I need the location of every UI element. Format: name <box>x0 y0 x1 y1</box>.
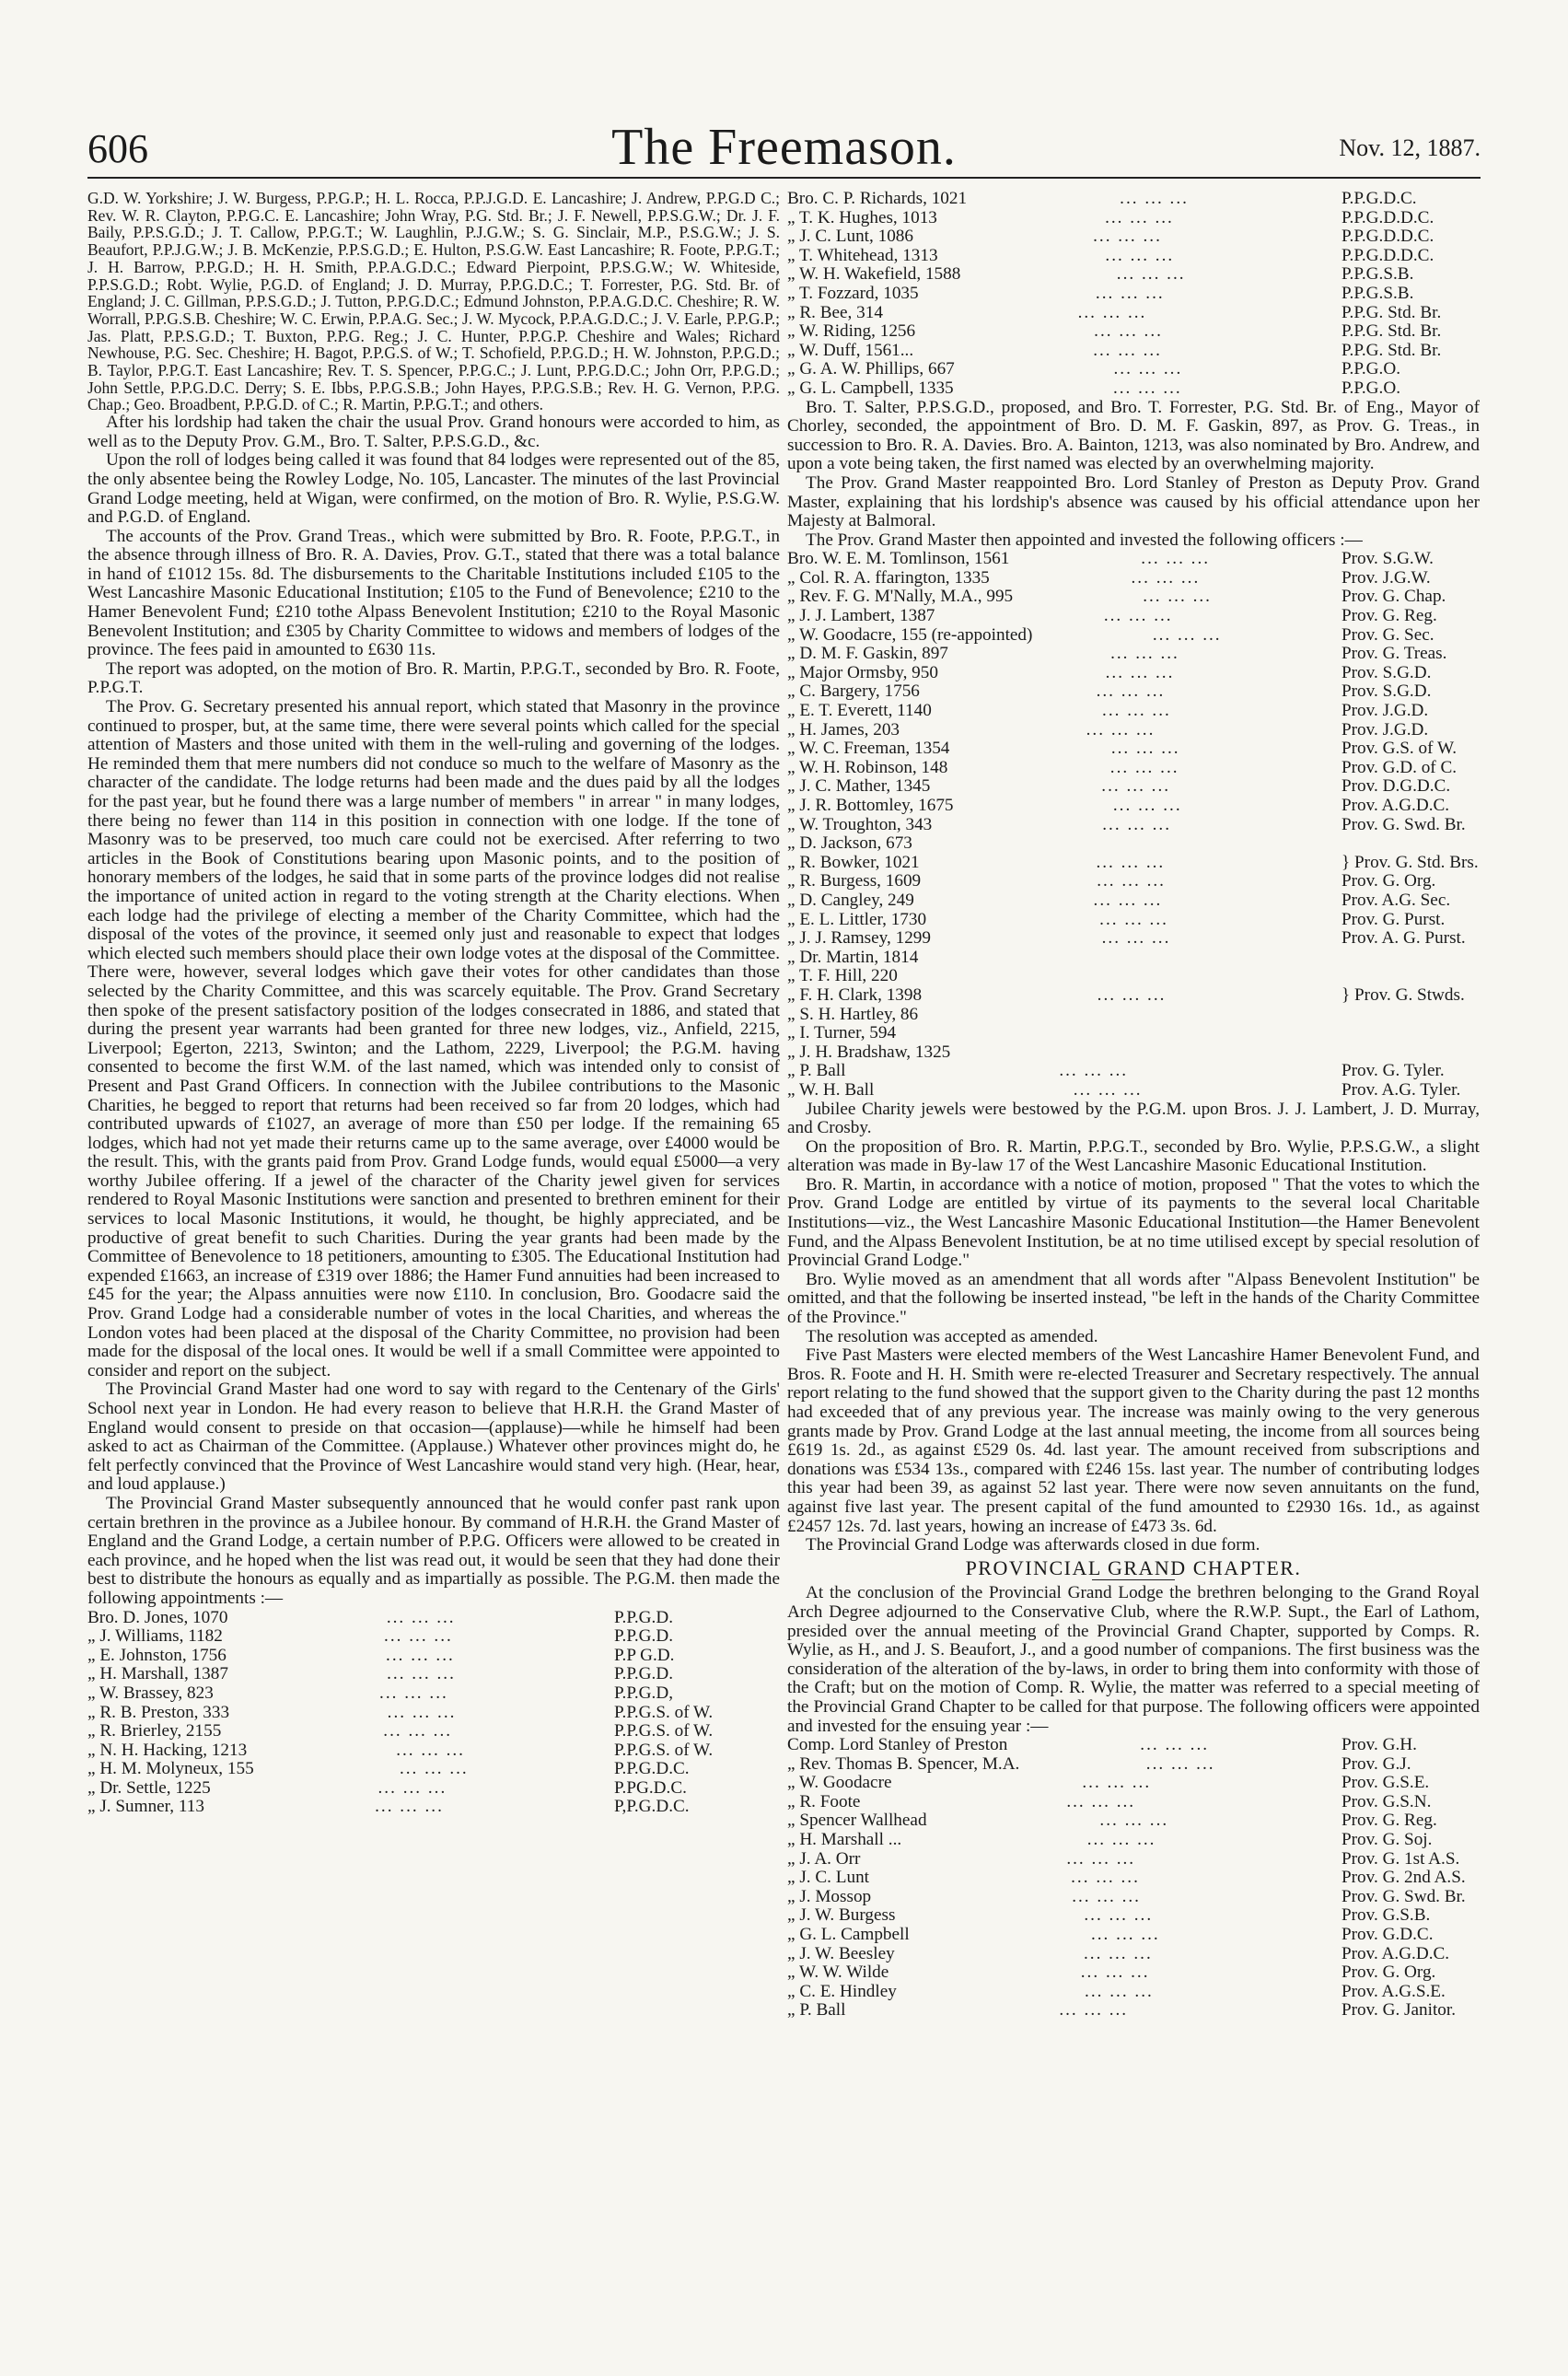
leader-dots: ... ... ... <box>384 1627 453 1647</box>
list-item <box>787 721 1480 740</box>
officer-name: „ W. Brassey, 823 <box>87 1683 214 1703</box>
list-item <box>787 588 1480 607</box>
office-title: P.P.G.D.D.C. <box>1342 207 1434 227</box>
leader-dots: ... ... ... <box>1059 2001 1129 2021</box>
officer-name: „ W. Riding, 1256 <box>787 321 916 342</box>
office-title: Prov. G.H. <box>1342 1735 1417 1755</box>
list-item <box>787 1888 1480 1907</box>
paragraph: The Prov. Grand Master reappointed Bro. Lord Stanley of Preston as Deputy Prov. Grand Master, explaining that his lordship's absence was caused by his official attendance upon her Majesty at Balmoral. <box>787 472 1480 531</box>
office-title: Prov. A.G.S.E. <box>1342 1981 1446 2001</box>
office-title: P.P.G.D.C. <box>1342 189 1417 208</box>
paragraph: On the proposition of Bro. R. Martin, P.P.G.T., seconded by Bro. Wylie, P.P.S.G.W., a slight alteration was made in By-law 17 of the West Lancashire Masonic Educational Institution. <box>787 1136 1480 1176</box>
list-item <box>787 854 1480 873</box>
office-title: Prov. G. 1st A.S. <box>1342 1848 1460 1869</box>
office-title: Prov. J.G.D. <box>1342 719 1429 740</box>
officer-name: „ D. Cangley, 249 <box>787 890 914 910</box>
list-item <box>787 1062 1480 1081</box>
leader-dots: ... ... ... <box>1141 550 1211 569</box>
paragraph: The Prov. Grand Master then appointed and invested the following officers :— <box>806 530 1363 550</box>
officer-name: „ T. Fozzard, 1035 <box>787 283 919 303</box>
office-title: Prov. G. Reg. <box>1342 606 1437 626</box>
officer-name: „ J. C. Lunt <box>787 1868 870 1888</box>
issue-date: Nov. 12, 1887. <box>1339 134 1481 161</box>
office-title: Prov. G. Treas. <box>1342 644 1447 664</box>
list-item <box>787 1945 1480 1964</box>
paragraph: After his lordship had taken the chair the usual Prov. Grand honours were accorded to him, as well as to the Deputy Prov. G.M., Bro. T. Salter, P.P.S.G.D., &c. <box>87 413 780 451</box>
office-title: P.P.G.O. <box>1342 378 1400 398</box>
officer-name: „ R. Bee, 314 <box>787 302 883 322</box>
chapter-heading: PROVINCIAL GRAND CHAPTER. <box>965 1555 1302 1579</box>
office-title: Prov. G. Reg. <box>1342 1811 1437 1831</box>
list-item <box>787 190 1480 209</box>
officer-name: „ W. Troughton, 343 <box>787 814 933 834</box>
paragraph: The Provincial Grand Master subsequently announced that he would confer past rank upon certain brethren in the province as a Jubilee honour. By command of H.R.H. the Grand Master of England and the Grand Lodge, a certain number of P.P.G. Officers were allowed to be created in each province, and he hoped when the list was read out, it would be seen that they had done their best to distribute the honours as equally and as impartially as possible. The P.G.M. then made the following appointments :— <box>87 1493 780 1608</box>
attendance-list: G.D. W. Yorkshire; J. W. Burgess, P.P.G.P.; H. L. Rocca, P.P.J.G.D. E. Lancashire; J. Andrew, P.P.G.D C.; Rev. W. R. Clayton, P.P.G.C. E. Lancashire; John Wray, P.G. Std. Br.; J. F. Newell, P.P.S.G.W.; Dr. J. F. Baily, P.P.S.G.D.; J. T. Callow, P.P.G.T.; W. Laughlin, P.J.G.W.; S. G. Sinclair, M.P., P.S.G.W.; J. S. Beaufort, P.P.J.G.W.; J. B. McKenzie, P.P.S.G.D.; E. Hulton, P.S.G.W. East Lancashire; R. Foote, P.P.G.T.; J. H. Barrow, P.P.G.D.; H. H. Smith, P.P.A.G.D.C.; Edward Pierpoint, P.P.S.G.W.; W. Whiteside, P.P.S.G.D.; Robt. Wylie, P.G.D. of England; J. D. Murray, P.P.G.D.C.; T. Forrester, P.G. Std. Br. of England; J. C. Gillman, P.P.S.G.D.; J. Tutton, P.P.G.D.C.; Edmund Johnston, P.P.A.G.D.C. Cheshire; R. W. Worrall, P.P.G.S.B. Cheshire; W. C. Erwin, P.P.A.G. Sec.; J. W. Mycock, P.P.A.G.D.C.; J. V. Earle, P.P.G.P.; Jas. Platt, P.P.S.G.D.; T. Buxton, P.P.G. Reg.; J. C. Hunter, P.P.G.P. Cheshire and Wales; Richard Newhouse, P.G. Sec. Cheshire; H. Bagot, P.P.G.S. of W.; T. Schofield, P.P.G.D.; H. W. Johnston, P.P.G.D.; B. Taylor, P.P.G.T. East Lancashire; Rev. T. S. Spencer, P.P.G.C.; J. Lunt, P.P.G.D.C.; John Orr, P.P.G.D.; John Settle, P.P.G.D.C. Derry; S. E. Ibbs, P.P.G.S.B.; John Hayes, P.P.G.S.B.; Rev. H. G. Vernon, P.P.G. Chap.; Geo. Broadbent, P.P.G.D. of C.; R. Martin, P.P.G.T.; and others. <box>87 189 780 414</box>
paragraph: The resolution was accepted as amended. <box>806 1326 1098 1346</box>
office-title: Prov. J.G.D. <box>1342 701 1429 721</box>
officer-name: „ H. Marshall ... <box>787 1830 902 1850</box>
list-item <box>787 1774 1480 1793</box>
office-title: Prov. A.G.D.C. <box>1342 1943 1450 1963</box>
office-title: P.P.G.D.C. <box>614 1759 690 1779</box>
leader-dots: ... ... ... <box>379 1683 448 1703</box>
officer-name: „ J. Williams, 1182 <box>87 1626 223 1647</box>
office-title: P.P.G.D. <box>614 1626 673 1647</box>
officer-name: „ J. Sumner, 113 <box>87 1797 204 1817</box>
list-item <box>787 929 1480 949</box>
list-item <box>87 1627 780 1647</box>
list-item <box>787 1850 1480 1869</box>
leader-dots: ... ... ... <box>1099 910 1168 929</box>
office-title: Prov. G. Swd. Br. <box>1342 1886 1466 1906</box>
leader-dots: ... ... ... <box>1105 246 1175 265</box>
right-column <box>787 190 1480 2021</box>
officer-name: „ Rev. Thomas B. Spencer, M.A. <box>787 1753 1020 1774</box>
paragraph: Bro. T. Salter, P.P.S.G.D., proposed, and Bro. T. Forrester, P.G. Std. Br. of Eng., Mayor of Chorley, seconded, the appointment of Bro. D. M. F. Gaskin, 897, as Prov. G. Treas., in succession to Bro. R. A. Davies. Bro. A. Bainton, 1213, was also nominated by Bro. Andrew, and upon a vote being taken, the first named was elected by an overwhelming majority. <box>787 397 1480 474</box>
office-title: P.P.G.D. <box>614 1664 673 1684</box>
leader-dots: ... ... ... <box>1101 929 1171 949</box>
leader-dots: ... ... ... <box>1077 303 1147 322</box>
office-title: P.PG.D.C. <box>614 1777 687 1798</box>
leader-dots: ... ... ... <box>1097 985 1167 1005</box>
header-rule <box>87 177 1481 179</box>
chapter-paragraph: At the conclusion of the Provincial Grand Lodge the brethren belonging to the Grand Royal Arch Degree adjourned to the Conservative Club, where the R.W.P. Supt., the Earl of Lathom, presided over the annual meeting of the Provincial Grand Chapter, supported by Comps. R. Wylie, as H., and J. S. Beaufort, J., and a good number of companions. The first business was the consideration of the alteration of the by-laws, in order to bring them into conformity with those of the Craft; but on the motion of Comp. R. Wylie, the matter was referred to a special meeting of the Provincial Grand Chapter to be called for that purpose. The following officers were appointed and invested for the ensuing year :— <box>787 1583 1480 1736</box>
officer-name: „ R. Brierley, 2155 <box>87 1721 222 1741</box>
office-title: Prov. G. Purst. <box>1342 909 1446 929</box>
leader-dots: ... ... ... <box>1093 891 1163 910</box>
office-title: Prov. S.G.D. <box>1342 681 1432 702</box>
officer-name: „ J. A. Orr <box>787 1848 861 1869</box>
officer-name: „ W. Duff, 1561... <box>787 340 914 360</box>
left-column <box>87 190 780 1817</box>
officer-name: „ W. H. Ball <box>787 1079 875 1100</box>
officer-name: „ P. Ball <box>787 2000 846 2021</box>
list-item <box>787 682 1480 702</box>
list-item <box>787 1811 1480 1831</box>
office-title: P,P.G.D.C. <box>614 1797 690 1817</box>
officer-name: Bro. W. E. M. Tomlinson, 1561 <box>787 549 1010 569</box>
officer-name: „ Spencer Wallhead <box>787 1811 927 1831</box>
list-item <box>787 1043 1480 1063</box>
leader-dots: ... ... ... <box>1102 702 1171 721</box>
leader-dots: ... ... ... <box>1071 1869 1140 1888</box>
leader-dots: ... ... ... <box>387 1665 456 1684</box>
list-item <box>787 740 1480 759</box>
paragraph: Bro. Wylie moved as an amendment that all words after "Alpass Benevolent Institution" be omitted, and that the following be inserted instead, "be left in the hands of the Charity Committee of the Province." <box>787 1269 1480 1328</box>
officer-name: „ G. L. Campbell <box>787 1925 910 1945</box>
leader-dots: ... ... ... <box>1097 872 1166 891</box>
paragraph: The report was adopted, on the motion of Bro. R. Martin, P.P.G.T., seconded by Bro. R. Foote, P.P.G.T. <box>87 658 780 698</box>
list-item <box>787 1831 1480 1850</box>
officer-name: „ I. Turner, 594 <box>787 1023 897 1043</box>
officer-name: „ J. W. Beesley <box>787 1943 895 1963</box>
office-title: P.P.G.D, <box>614 1683 673 1703</box>
office-title: Prov. S.G.W. <box>1342 549 1434 569</box>
right-paragraphs-a <box>787 399 1480 551</box>
list-item <box>787 342 1480 361</box>
paragraph: The Provincial Grand Master had one word to say with regard to the Centenary of the Girls' School next year in London. He had every reason to believe that H.R.H. the Grand Master of England would consent to preside on that occasion—(applause)—while he himself had been asked to act as Chairman of the Committee. (Applause.) Whatever other provinces might do, he felt perfectly convinced that the Province of West Lancashire would stand very high. (Hear, hear, and loud applause.) <box>87 1380 780 1495</box>
office-title: Prov. G.S. of W. <box>1342 739 1458 759</box>
office-title: P.P.G.D.D.C. <box>1342 227 1434 247</box>
office-title: P.P.G.D.D.C. <box>1342 245 1434 265</box>
officer-name: „ Major Ormsby, 950 <box>787 662 938 682</box>
officer-name: „ Dr. Settle, 1225 <box>87 1777 211 1798</box>
leader-dots: ... ... ... <box>1120 190 1189 208</box>
list-item <box>787 1869 1480 1888</box>
officer-name: „ F. H. Clark, 1398 <box>787 984 923 1005</box>
past-rank-list <box>787 190 1480 399</box>
office-title: Prov. G. Sec. <box>1342 624 1434 645</box>
paragraph: Upon the roll of lodges being called it was found that 84 lodges were represented out of the 85, the only absentee being the Rowley Lodge, No. 105, Lancaster. The minutes of the last Provincial Grand Lodge meeting, held at Wigan, were confirmed, on the motion of Bro. R. Wylie, P.S.G.W. and P.G.D. of England. <box>87 450 780 528</box>
officer-name: „ P. Ball <box>787 1061 846 1081</box>
list-item <box>787 986 1480 1006</box>
leader-dots: ... ... ... <box>1095 284 1165 303</box>
officer-name: „ W. H. Wakefield, 1588 <box>787 264 961 285</box>
officer-name: „ J. W. Burgess <box>787 1905 896 1926</box>
office-title: Prov. G.S.E. <box>1342 1773 1430 1793</box>
left-paragraphs <box>87 413 780 1608</box>
leader-dots: ... ... ... <box>1073 1080 1143 1100</box>
officers-list <box>787 550 1480 1100</box>
leader-dots: ... ... ... <box>1093 227 1162 247</box>
officer-name: Bro. C. P. Richards, 1021 <box>787 189 968 208</box>
officer-name: „ Col. R. A. ffarington, 1335 <box>787 567 990 588</box>
officer-name: „ J. C. Mather, 1345 <box>787 776 931 797</box>
list-item <box>787 1983 1480 2002</box>
chapter-rule <box>1092 1579 1175 1580</box>
office-title: Prov. G. 2nd A.S. <box>1342 1868 1466 1888</box>
leader-dots: ... ... ... <box>1099 1811 1169 1831</box>
office-title: P.P G.D. <box>614 1645 675 1665</box>
office-title: P.P.G.O. <box>1342 359 1400 379</box>
appointments-list <box>87 1609 780 1818</box>
office-title: P.P.G.S. of W. <box>614 1721 714 1741</box>
office-title: Prov. G. Janitor. <box>1342 2000 1457 2021</box>
leader-dots: ... ... ... <box>1109 758 1179 777</box>
leader-dots: ... ... ... <box>1085 1982 1154 2001</box>
leader-dots: ... ... ... <box>1145 1754 1215 1774</box>
officer-name: „ Rev. F. G. M'Nally, M.A., 995 <box>787 587 1014 607</box>
list-item <box>787 209 1480 228</box>
leader-dots: ... ... ... <box>377 1778 447 1798</box>
officer-name: „ C. E. Hindley <box>787 1981 897 2001</box>
paragraph: Five Past Masters were elected members of the West Lancashire Hamer Benevolent Fund, and Bros. R. Foote and H. H. Smith were re-elected Treasurer and Secretary respectively. The annual report relating to the fund showed that the support given to the Charity during the past 12 months had exceeded that of any previous year. The increase was mainly owing to the very generous grants made by Prov. Grand Lodge at the last annual meeting, the income from all sources being £619 1s. 2d., as against £529 0s. 4d. last year. The amount received from subscriptions and donations was £534 13s., compared with £246 15s. last year. The number of contributing lodges this year had been 39, as against 52 last year. There were now seven annuitants on the fund, against five last year. The present capital of the fund amounted to £2930 16s. 1d., as against £2457 12s. 7d. last years, howing an increase of £473 3s. 6d. <box>787 1345 1480 1536</box>
list-item <box>787 227 1480 247</box>
leader-dots: ... ... ... <box>1066 1792 1136 1811</box>
leader-dots: ... ... ... <box>1140 1736 1210 1755</box>
list-item <box>787 247 1480 266</box>
officer-name: „ J. H. Bradshaw, 1325 <box>787 1042 951 1062</box>
leader-dots: ... ... ... <box>1059 1062 1129 1081</box>
leader-dots: ... ... ... <box>1103 607 1173 626</box>
officer-name: „ H. Marshall, 1387 <box>87 1664 228 1684</box>
officer-name: „ J. J. Ramsey, 1299 <box>787 928 931 949</box>
paragraph: The accounts of the Prov. Grand Treas., which were submitted by Bro. R. Foote, P.P.G.T., in the absence through illness of Bro. R. A. Davies, Prov. G.T., stated that there was a total balance in hand of £1012 15s. 8d. The disbursements to the Charitable Institutions included £105 to the West Lancashire Masonic Educational Institution; £105 to the Fund of Benevolence; £210 to the Hamer Benevolent Fund; £210 tothe Alpass Benevolent Institution; £210 to the Royal Masonic Benevolent Institution; and £305 by Charity Committee to widows and members of lodges of the province. The fees paid in amounted to £630 11s. <box>87 526 780 660</box>
officer-name: „ E. L. Littler, 1730 <box>787 909 927 929</box>
office-title: } Prov. G. Std. Brs. <box>1342 852 1479 872</box>
officer-name: „ G. A. W. Phillips, 667 <box>787 359 955 379</box>
officer-name: „ J. J. Lambert, 1387 <box>787 606 935 626</box>
officer-name: „ W. H. Robinson, 148 <box>787 757 948 777</box>
list-item <box>787 1926 1480 1945</box>
leader-dots: ... ... ... <box>1105 663 1175 682</box>
officer-name: „ R. Burgess, 1609 <box>787 871 922 891</box>
office-title: Prov. G. Soj. <box>1342 1830 1433 1850</box>
office-title: Prov. G.D. of C. <box>1342 757 1458 777</box>
paragraph: The Provincial Grand Lodge was afterwards closed in due form. <box>806 1535 1260 1555</box>
leader-dots: ... ... ... <box>1110 740 1180 759</box>
office-title: P.P.G.S.B. <box>1342 283 1414 303</box>
officer-name: „ H. M. Molyneux, 155 <box>87 1759 254 1779</box>
office-title: Prov. G. Org. <box>1342 1963 1436 1983</box>
list-item <box>787 626 1480 646</box>
list-item <box>87 1609 780 1628</box>
office-title: Prov. A.G. Sec. <box>1342 890 1451 910</box>
paragraph: Bro. R. Martin, in accordance with a notice of motion, proposed " That the votes to which the Prov. Grand Lodge are entitled by virtue of its payments to the several local Charitable Institutions—viz., the West Lancashire Masonic Educational Institution—the Hamer Benevolent Fund, and the Alpass Benevolent Institution, be at no time utilised except by special resolution of Provincial Grand Lodge." <box>787 1174 1480 1271</box>
officer-name: „ N. H. Hacking, 1213 <box>87 1740 248 1760</box>
chapter-officers-list <box>787 1736 1480 2021</box>
officer-name: „ W. W. Wilde <box>787 1963 889 1983</box>
list-item <box>787 759 1480 778</box>
leader-dots: ... ... ... <box>1093 341 1162 360</box>
office-title: P.P.G.S.B. <box>1342 264 1414 285</box>
officer-name: „ T. F. Hill, 220 <box>787 966 898 986</box>
list-item <box>787 664 1480 683</box>
leader-dots: ... ... ... <box>1066 1849 1136 1869</box>
list-item <box>787 1024 1480 1043</box>
officer-name: „ D. Jackson, 673 <box>787 833 912 854</box>
officer-name: Comp. Lord Stanley of Preston <box>787 1735 1008 1755</box>
list-item <box>87 1665 780 1684</box>
office-title: Prov. G. Tyler. <box>1342 1061 1445 1081</box>
list-item <box>87 1798 780 1817</box>
office-title: P.P.G.D. <box>614 1607 673 1627</box>
leader-dots: ... ... ... <box>1096 853 1166 872</box>
officer-name: „ W. Goodacre, 155 (re-appointed) <box>787 624 1033 645</box>
list-item <box>787 967 1480 986</box>
officer-name: „ E. Johnston, 1756 <box>87 1645 226 1665</box>
list-item <box>87 1779 780 1799</box>
list-item <box>787 569 1480 588</box>
leader-dots: ... ... ... <box>1082 1774 1152 1793</box>
list-item <box>87 1704 780 1723</box>
leader-dots: ... ... ... <box>1096 682 1166 702</box>
list-item <box>787 949 1480 968</box>
office-title: P.P.G.S. of W. <box>614 1702 714 1722</box>
leader-dots: ... ... ... <box>1083 1944 1153 1963</box>
officer-name: „ Dr. Martin, 1814 <box>787 947 919 967</box>
list-item <box>787 1963 1480 1983</box>
leader-dots: ... ... ... <box>1152 625 1222 645</box>
list-item <box>787 1006 1480 1025</box>
officer-name: „ W. Goodacre <box>787 1773 892 1793</box>
office-title: Prov. G. Chap. <box>1342 587 1446 607</box>
office-title: P.P.G. Std. Br. <box>1342 302 1442 322</box>
leader-dots: ... ... ... <box>396 1741 465 1760</box>
office-title: Prov. G. Org. <box>1342 871 1436 891</box>
office-title: Prov. A.G. Tyler. <box>1342 1079 1461 1100</box>
leader-dots: ... ... ... <box>386 1646 455 1665</box>
office-title: Prov. G.S.N. <box>1342 1791 1432 1811</box>
officer-name: „ R. Bowker, 1021 <box>787 852 920 872</box>
leader-dots: ... ... ... <box>1102 815 1172 834</box>
office-title: P.P.G.S. of W. <box>614 1740 714 1760</box>
list-item <box>787 1755 1480 1775</box>
office-title: Prov. A.G.D.C. <box>1342 796 1450 815</box>
officer-name: Bro. D. Jones, 1070 <box>87 1607 228 1627</box>
leader-dots: ... ... ... <box>1116 265 1186 285</box>
leader-dots: ... ... ... <box>1110 645 1179 664</box>
list-item <box>787 265 1480 285</box>
page-header <box>87 118 1481 176</box>
list-item <box>87 1722 780 1741</box>
list-item <box>787 322 1480 342</box>
list-item <box>787 797 1480 816</box>
office-title: Prov. S.G.D. <box>1342 662 1432 682</box>
leader-dots: ... ... ... <box>1090 1926 1160 1945</box>
office-title: P.P.G. Std. Br. <box>1342 340 1442 360</box>
list-item <box>787 2001 1480 2021</box>
office-title: Prov. J.G.W. <box>1342 567 1431 588</box>
officer-name: „ J. Mossop <box>787 1886 872 1906</box>
office-title: Prov. G.S.B. <box>1342 1905 1431 1926</box>
officer-name: „ J. R. Bottomley, 1675 <box>787 796 954 815</box>
list-item <box>787 550 1480 569</box>
leader-dots: ... ... ... <box>1101 777 1171 797</box>
office-title: } Prov. G. Stwds. <box>1342 984 1465 1005</box>
officer-name: „ E. T. Everett, 1140 <box>787 701 932 721</box>
list-item <box>87 1647 780 1666</box>
office-title: Prov. G.D.C. <box>1342 1925 1434 1945</box>
officer-name: „ W. C. Freeman, 1354 <box>787 739 950 759</box>
list-item <box>787 777 1480 797</box>
list-item <box>787 834 1480 854</box>
list-item <box>787 1081 1480 1101</box>
leader-dots: ... ... ... <box>1105 208 1174 227</box>
leader-dots: ... ... ... <box>1086 720 1156 740</box>
leader-dots: ... ... ... <box>375 1798 444 1817</box>
list-item <box>787 304 1480 323</box>
officer-name: „ S. H. Hartley, 86 <box>787 1004 919 1024</box>
leader-dots: ... ... ... <box>1084 1906 1154 1926</box>
officer-name: „ T. K. Hughes, 1013 <box>787 207 937 227</box>
paragraph: The Prov. G. Secretary presented his annual report, which stated that Masonry in the province continued to prosper, but, at the same time, there were several points which called for the special attention of Masters and those united with them in the well-ruling and governing of the lodges. He reminded them that mere numbers did not conduce so much to the welfare of Masonry as the character of the candidate. The lodge returns had been made and the dues paid by all the lodges for the past year, but he found there was a large number of members " in arrear " in many lodges, there being no fewer than 114 in this position in connection with one lodge. If the tone of Masonry was to be preserved, too much care could not be exercised. After referring to two articles in the Book of Constitutions bearing upon Masonic points, and to the position of honorary members of the lodges, he said that in some parts of the province lodges did not realise the importance of united action in regard to the voting strength at the Charity elections. When each lodge had the privilege of electing a member of the Charity Committee, which had the disposal of the votes of the province, it seemed only just and reasonable to expect that lodges which elected such members should place their own lodge votes at the disposal of the Committee. There were, however, several lodges which gave their votes for other candidates than those selected by the Charity Committee, and this was scarcely equitable. The Prov. Grand Secretary then spoke of the present satisfactory position of the lodges consecrated in 1886, and stated that during the present year warrants had been granted for three new lodges, viz., Anfield, 2215, Liverpool; Egerton, 2213, Swinton; and the Lathom, 2229, Liverpool; the P.G.M. having consented to become the first W.M. of the last named, which was intended only to consist of Present and Past Grand Officers. In connection with the Jubilee contributions to the Masonic Charities, he begged to report that returns had been received so far from 20 lodges, which had contributed upwards of £1027, an average of more than £50 per lodge. If the remaining 65 lodges, which had not yet made their returns came up to the same average, over £4000 would be the result. This, with the grants paid from Prov. Grand Lodge funds, would equal £5000—a very worthy Jubilee offering. If a jewel of the character of the Charity jewel given for services rendered to Royal Masonic Institutions were sanction and presented to brethren eminent for their services to local Masonic Institutions, it would, he thought, be highly appreciated, and be productive of great benefit to such Charities. During the year grants had been made by the Committee of Benevolence to 18 petitioners, amounting to £305. The Educational Institution had expended £1663, an increase of £319 over 1886; the Hamer Fund annuities had been increased to £45 for the year; the Alpass annuities were now £110. In conclusion, Bro. Goodacre said the Prov. Grand Lodge had a considerable number of votes in the local Charities, and whereas the London votes had been placed at the disposal of the Charity Committee, no provision had been made for the disposal of the local ones. It would be well if a small Committee were appointed to consider and report on the subject. <box>87 697 780 1380</box>
officer-name: „ R. Foote <box>787 1791 861 1811</box>
office-title: Prov. G.J. <box>1342 1753 1411 1774</box>
officer-name: „ C. Bargery, 1756 <box>787 681 920 702</box>
leader-dots: ... ... ... <box>383 1722 453 1741</box>
leader-dots: ... ... ... <box>1143 588 1212 607</box>
list-item <box>787 702 1480 721</box>
list-item <box>787 1906 1480 1926</box>
office-title: Prov. D.G.D.C. <box>1342 776 1451 797</box>
officer-name: „ T. Whitehead, 1313 <box>787 245 938 265</box>
officer-name: „ R. B. Preston, 333 <box>87 1702 230 1722</box>
office-title: Prov. G. Swd. Br. <box>1342 814 1466 834</box>
leader-dots: ... ... ... <box>1086 1831 1156 1850</box>
list-item <box>787 379 1480 399</box>
leader-dots: ... ... ... <box>387 1703 457 1722</box>
list-item <box>787 816 1480 835</box>
officer-name: „ D. M. F. Gaskin, 897 <box>787 644 948 664</box>
list-item <box>787 891 1480 911</box>
leader-dots: ... ... ... <box>1112 379 1182 398</box>
list-item <box>787 360 1480 379</box>
list-item <box>787 607 1480 626</box>
list-item <box>787 285 1480 304</box>
right-paragraphs-b <box>787 1101 1480 1555</box>
list-item <box>787 1736 1480 1755</box>
leader-dots: ... ... ... <box>1112 797 1182 815</box>
list-item <box>787 645 1480 664</box>
list-item <box>87 1760 780 1779</box>
leader-dots: ... ... ... <box>1072 1887 1141 1906</box>
page-number: 606 <box>87 126 148 171</box>
paragraph: Jubilee Charity jewels were bestowed by the P.G.M. upon Bros. J. J. Lambert, J. D. Murray, and Crosby. <box>787 1099 1480 1138</box>
leader-dots: ... ... ... <box>399 1760 469 1779</box>
officer-name: „ H. James, 203 <box>787 719 900 740</box>
list-item <box>787 1793 1480 1812</box>
list-item <box>87 1741 780 1761</box>
leader-dots: ... ... ... <box>1131 568 1201 588</box>
office-title: P.P.G. Std. Br. <box>1342 321 1442 342</box>
list-item <box>87 1684 780 1704</box>
list-item <box>787 872 1480 891</box>
officer-name: „ G. L. Campbell, 1335 <box>787 378 954 398</box>
masthead-title: The Freemason. <box>611 119 957 176</box>
leader-dots: ... ... ... <box>1113 360 1183 379</box>
officer-name: „ J. C. Lunt, 1086 <box>787 227 913 247</box>
leader-dots: ... ... ... <box>386 1608 456 1627</box>
office-title: Prov. A. G. Purst. <box>1342 928 1466 949</box>
list-item <box>787 911 1480 930</box>
leader-dots: ... ... ... <box>1080 1963 1150 1983</box>
leader-dots: ... ... ... <box>1094 322 1163 342</box>
